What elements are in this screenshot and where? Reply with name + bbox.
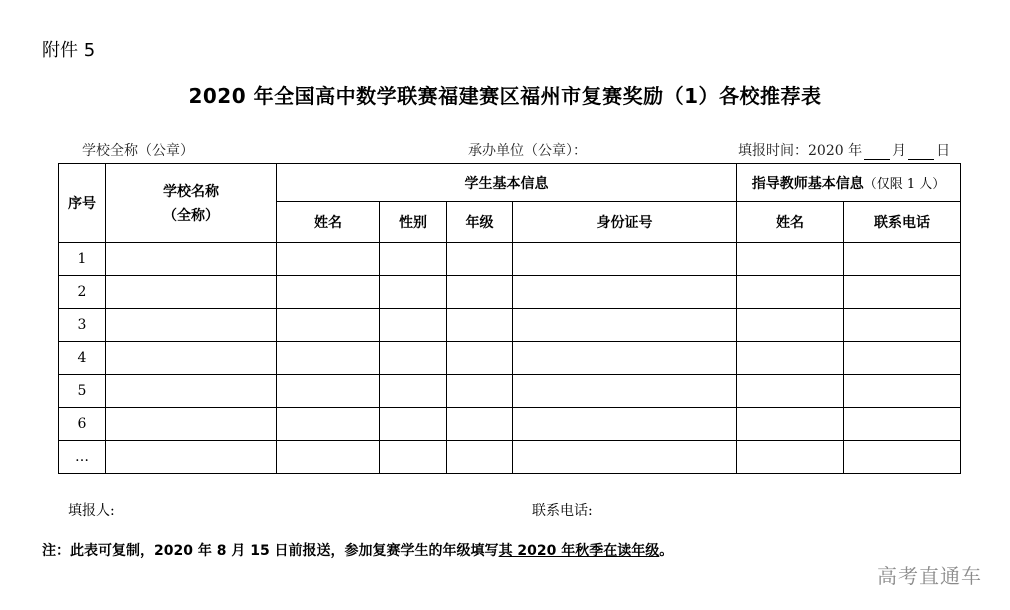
cell-teacher-name[interactable] [737, 309, 844, 342]
table-row [59, 309, 961, 342]
note-text [42, 540, 673, 560]
cell-contact-phone[interactable] [844, 243, 961, 276]
header-school-name-line1: 学校名称 [163, 184, 219, 200]
table-row [59, 375, 961, 408]
cell-contact-phone[interactable] [844, 342, 961, 375]
cell-student-name[interactable] [277, 342, 380, 375]
cell-school-name[interactable] [106, 408, 277, 441]
cell-grade[interactable] [447, 408, 513, 441]
cell-school-name[interactable] [106, 342, 277, 375]
cell-teacher-name[interactable] [737, 342, 844, 375]
recommendation-table [58, 163, 961, 474]
cell-teacher-name[interactable] [737, 408, 844, 441]
cell-gender[interactable] [380, 243, 447, 276]
fill-date-field [738, 140, 950, 160]
cell-student-name[interactable] [277, 309, 380, 342]
cell-gender[interactable] [380, 342, 447, 375]
row-number: 5 [59, 375, 106, 408]
cell-contact-phone[interactable] [844, 309, 961, 342]
cell-teacher-name[interactable] [737, 375, 844, 408]
table-row [59, 408, 961, 441]
watermark: 高考直通车 [877, 564, 982, 588]
header-teacher-info-note: （仅限 1 人） [863, 176, 946, 192]
row-number: 6 [59, 408, 106, 441]
cell-student-name[interactable] [277, 441, 380, 474]
note-underlined: 其 2020 年秋季在读年级 [498, 543, 660, 559]
cell-grade[interactable] [447, 276, 513, 309]
cell-gender[interactable] [380, 309, 447, 342]
cell-teacher-name[interactable] [737, 441, 844, 474]
note-prefix: 注：此表可复制，2020 年 8 月 15 日前报送，参加复赛学生的年级填写 [42, 543, 499, 559]
cell-student-name[interactable] [277, 276, 380, 309]
table-row [59, 243, 961, 276]
cell-gender[interactable] [380, 276, 447, 309]
filler-label: 填报人: [68, 503, 115, 519]
header-teacher-info-label: 指导教师基本信息 [751, 175, 864, 192]
table-row [59, 441, 961, 474]
cell-id-number[interactable] [513, 243, 737, 276]
note-suffix: 。 [659, 543, 674, 559]
header-contact-phone: 联系电话 [844, 202, 961, 243]
cell-student-name[interactable] [277, 243, 380, 276]
cell-school-name[interactable] [106, 441, 277, 474]
table-row [59, 342, 961, 375]
cell-student-name[interactable] [277, 375, 380, 408]
cell-id-number[interactable] [513, 342, 737, 375]
cell-gender[interactable] [380, 441, 447, 474]
cell-id-number[interactable] [513, 276, 737, 309]
header-grade: 年级 [447, 202, 513, 243]
row-number: … [59, 441, 106, 474]
cell-grade[interactable] [447, 375, 513, 408]
header-seq: 序号 [59, 164, 106, 243]
cell-grade[interactable] [447, 342, 513, 375]
cell-school-name[interactable] [106, 243, 277, 276]
cell-contact-phone[interactable] [844, 375, 961, 408]
contact-phone-label: 联系电话: [532, 503, 593, 519]
attachment-label: 附件 5 [42, 40, 96, 61]
row-number: 3 [59, 309, 106, 342]
cell-id-number[interactable] [513, 375, 737, 408]
cell-school-name[interactable] [106, 309, 277, 342]
header-student-info: 学生基本信息 [277, 164, 737, 202]
cell-student-name[interactable] [277, 408, 380, 441]
day-label: 日 [936, 143, 951, 159]
header-school-name [106, 164, 277, 243]
table-row [59, 276, 961, 309]
header-id-number: 身份证号 [513, 202, 737, 243]
school-seal-label: 学校全称（公章） [82, 143, 194, 159]
cell-contact-phone[interactable] [844, 441, 961, 474]
cell-grade[interactable] [447, 309, 513, 342]
cell-gender[interactable] [380, 408, 447, 441]
fill-date-label: 填报时间：2020 年 [738, 143, 863, 159]
header-student-name: 姓名 [277, 202, 380, 243]
cell-contact-phone[interactable] [844, 408, 961, 441]
row-number: 2 [59, 276, 106, 309]
cell-teacher-name[interactable] [737, 276, 844, 309]
header-gender: 性别 [380, 202, 447, 243]
month-blank[interactable] [864, 144, 890, 160]
cell-grade[interactable] [447, 243, 513, 276]
cell-gender[interactable] [380, 375, 447, 408]
cell-grade[interactable] [447, 441, 513, 474]
organizer-seal-label: 承办单位（公章）： [468, 143, 587, 159]
page-title: 2020 年全国高中数学联赛福建赛区福州市复赛奖励（1）各校推荐表 [188, 84, 822, 108]
cell-school-name[interactable] [106, 375, 277, 408]
cell-teacher-name[interactable] [737, 243, 844, 276]
header-teacher-info [737, 164, 961, 202]
header-school-name-line2: （全称） [163, 208, 219, 224]
row-number: 1 [59, 243, 106, 276]
cell-id-number[interactable] [513, 309, 737, 342]
header-teacher-name: 姓名 [737, 202, 844, 243]
month-label: 月 [892, 143, 907, 159]
day-blank[interactable] [908, 144, 934, 160]
cell-school-name[interactable] [106, 276, 277, 309]
cell-id-number[interactable] [513, 441, 737, 474]
row-number: 4 [59, 342, 106, 375]
cell-id-number[interactable] [513, 408, 737, 441]
cell-contact-phone[interactable] [844, 276, 961, 309]
